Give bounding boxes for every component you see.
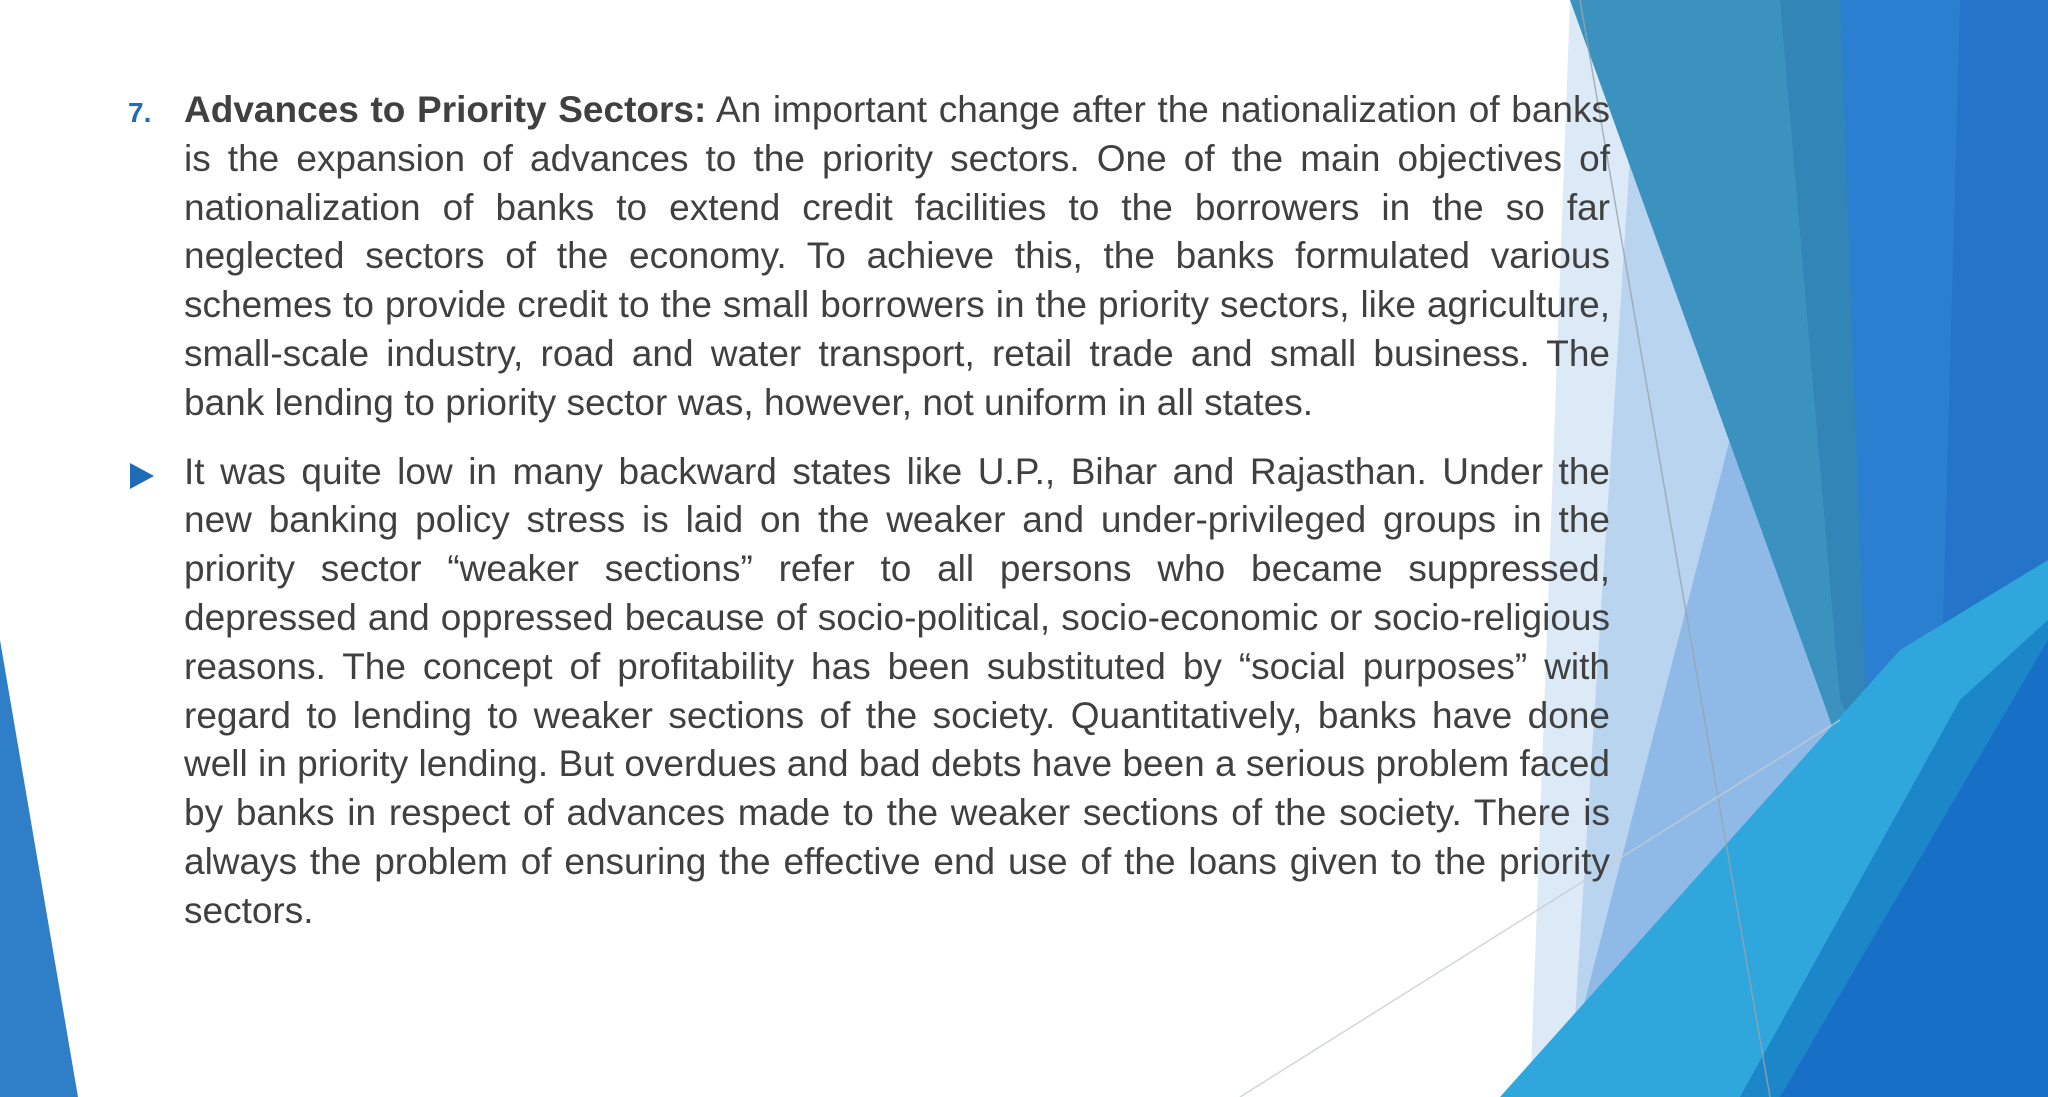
paragraph-text: It was quite low in many backward states like U.P., Bihar and Rajasthan. Under the new banking policy stress is laid on the weaker and under-privileged groups in the priority sector “weaker sections” refer to all persons who became suppressed, depressed and oppressed because of socio-political, socio-economic or socio-religious reasons. The concept of profitability has been substituted by “social purposes” with regard to lending to weaker sections of the society. Quantitatively, banks have done well in priority lending. But overdues and bad debts have been a serious problem faced by banks in respect of advances made to the weaker sections of the society. There is always the problem of ensuring the effective end use of the loans given to the priority sectors. — [184, 450, 1610, 931]
list-number: 7. — [128, 97, 152, 128]
left-accent-shape — [0, 640, 78, 1097]
paragraph-text: An important change after the nationalization of banks is the expansion of advances to the priority sectors. One of the main objectives of nationalization of banks to extend credit facilities to the borrowers in the so far neglected sectors of the economy. To achieve this, the banks formulated various schemes to provide credit to the small borrowers in the priority sectors, like agriculture, small-scale industry, road and water transport, retail trade and small business. The bank lending to priority sector was, however, not uniform in all states. — [184, 89, 1610, 423]
slide-body — [120, 86, 1610, 936]
bullet-paragraph — [120, 448, 1610, 936]
numbered-paragraph — [120, 86, 1610, 428]
paragraph-heading: Advances to Priority Sectors: — [184, 89, 707, 130]
triangle-right-bullet-icon — [130, 463, 154, 489]
